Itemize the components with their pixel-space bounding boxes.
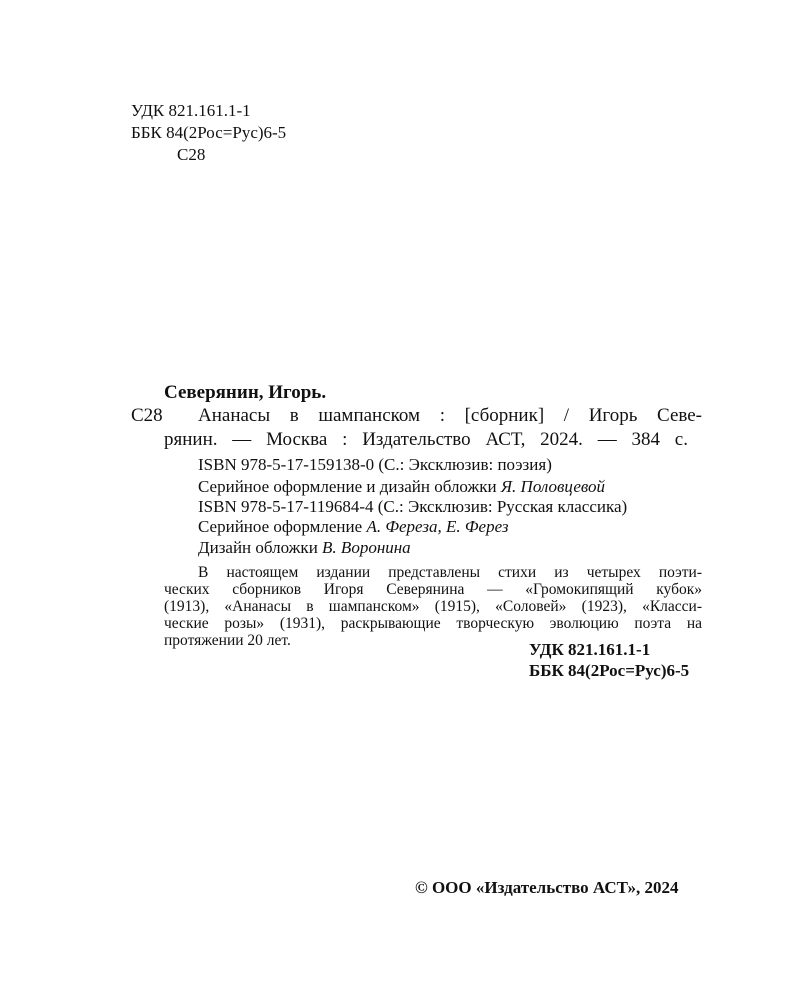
udk-code-bottom: УДК 821.161.1-1 — [529, 640, 651, 659]
series-credit-2-names: А. Фереза, Е. Ферез — [366, 517, 509, 536]
design-credit-1-prefix: Серийное оформление и дизайн обложки — [198, 477, 501, 496]
record-title-line-1: Ананасы в шампанском : [сборник] / Игорь Севе- — [198, 405, 702, 426]
annotation-line-5: протяжении 20 лет. — [164, 632, 291, 649]
record-author: Северянин, Игорь. — [164, 382, 327, 403]
isbn-1: ISBN 978-5-17-159138-0 (С.: Эксклюзив: поэзия) — [198, 455, 552, 474]
author-mark-top: С28 — [177, 145, 206, 164]
copyright: © ООО «Издательство АСТ», 2024 — [415, 878, 679, 897]
cover-credit-2 — [198, 537, 411, 559]
annotation-line-4: ческие розы» (1931), раскрывающие творческую эволюцию поэта на — [164, 615, 702, 632]
series-credit-2 — [198, 516, 509, 538]
design-credit-1-name: Я. Половцевой — [500, 477, 606, 496]
series-credit-2-prefix: Серийное оформление — [198, 517, 367, 536]
cover-credit-2-name: В. Воронина — [322, 538, 411, 557]
annotation-line-1: В настоящем издании представлены стихи из четырех поэти- — [198, 564, 702, 581]
cover-credit-2-prefix: Дизайн обложки — [198, 538, 323, 557]
isbn-2: ISBN 978-5-17-119684-4 (С.: Эксклюзив: Русская классика) — [198, 497, 628, 516]
annotation-line-2: ческих сборников Игоря Северянина — «Громокипящий кубок» — [164, 581, 702, 598]
record-title-line-2: рянин. — Москва : Издательство АСТ, 2024. — 384 с. — [164, 429, 688, 450]
design-credit-1 — [198, 476, 605, 498]
bbk-code-top: ББК 84(2Рос=Рус)6-5 — [131, 123, 287, 142]
bbk-code-bottom: ББК 84(2Рос=Рус)6-5 — [529, 661, 690, 680]
udk-code-top: УДК 821.161.1-1 — [131, 101, 251, 120]
annotation-line-3: (1913), «Ананасы в шампанском» (1915), «Соловей» (1923), «Класси- — [164, 598, 702, 615]
record-mark: С28 — [131, 405, 163, 426]
